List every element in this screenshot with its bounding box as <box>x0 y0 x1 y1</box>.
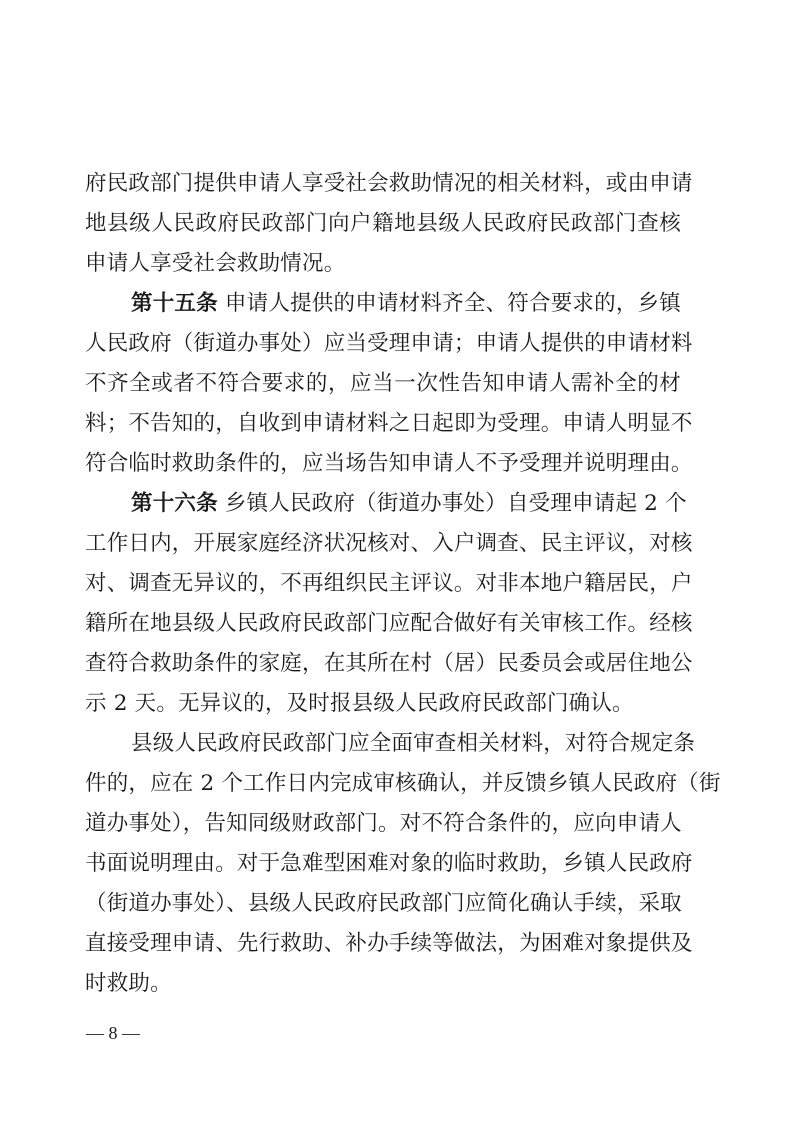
text-line <box>85 567 693 601</box>
line-text: 对、调查无异议的，不再组织民主评议。对非本地户籍居民，户 <box>85 571 693 596</box>
line-text: 地县级人民政府民政部门向户籍地县级人民政府民政部门查核 <box>85 211 681 236</box>
line-text: 示 2 天。无异议的，及时报县级人民政府民政部门确认。 <box>85 691 634 716</box>
text-line <box>85 527 693 561</box>
page-number: — 8 — <box>86 1023 140 1043</box>
article-16-heading: 第十六条 <box>131 491 218 516</box>
line-text: 工作日内，开展家庭经济状况核对、入户调查、民主评议，对核 <box>85 531 693 556</box>
text-line <box>85 807 681 841</box>
text-line <box>85 967 681 1001</box>
line-text: 县级人民政府民政部门应全面审查相关材料，对符合规定条 <box>131 731 696 756</box>
line-text: 人民政府（街道办事处）应当受理申请；申请人提供的申请材料 <box>85 331 693 356</box>
text-line <box>85 607 693 641</box>
article-15-first-line <box>131 287 681 321</box>
text-line <box>85 887 681 921</box>
line-text: 籍所在地县级人民政府民政部门应配合做好有关审核工作。经核 <box>85 611 693 636</box>
text-line <box>85 847 693 881</box>
line-text: 不齐全或者不符合要求的，应当一次性告知申请人需补全的材 <box>85 371 681 396</box>
line-text: 申请人提供的申请材料齐全、符合要求的，乡镇 <box>217 291 681 316</box>
line-text: 件的，应在 2 个工作日内完成审核确认，并反馈乡镇人民政府（街 <box>85 771 721 796</box>
line-text: 查符合救助条件的家庭，在其所在村（居）民委员会或居住地公 <box>85 651 693 676</box>
article-15-heading: 第十五条 <box>131 291 218 316</box>
line-text: 时救助。 <box>85 971 172 996</box>
text-line <box>85 407 693 441</box>
line-text: 申请人享受社会救助情况。 <box>85 251 346 276</box>
line-text: 书面说明理由。对于急难型困难对象的临时救助，乡镇人民政府 <box>85 851 693 876</box>
line-text: 道办事处），告知同级财政部门。对不符合条件的，应向申请人 <box>85 811 682 836</box>
text-line <box>85 687 681 721</box>
text-line <box>85 447 693 481</box>
line-text: 乡镇人民政府（街道办事处）自受理申请起 2 个 <box>217 491 687 516</box>
line-text: 料；不告知的，自收到申请材料之日起即为受理。申请人明显不 <box>85 411 693 436</box>
article-16-first-line <box>131 487 687 521</box>
text-line <box>85 367 681 401</box>
text-line <box>85 927 693 961</box>
text-line <box>85 207 681 241</box>
text-line <box>85 647 693 681</box>
text-line <box>85 767 721 801</box>
line-text: （街道办事处）、县级人民政府民政部门应简化确认手续，采取 <box>85 891 682 916</box>
line-text: 府民政部门提供申请人享受社会救助情况的相关材料，或由申请 <box>85 171 693 196</box>
text-line <box>85 327 693 361</box>
text-line <box>85 247 681 281</box>
line-text: 符合临时救助条件的，应当场告知申请人不予受理并说明理由。 <box>85 451 693 476</box>
text-line <box>85 167 693 201</box>
line-text: 直接受理申请、先行救助、补办手续等做法，为困难对象提供及 <box>85 931 693 956</box>
paragraph-first-line <box>131 727 696 761</box>
